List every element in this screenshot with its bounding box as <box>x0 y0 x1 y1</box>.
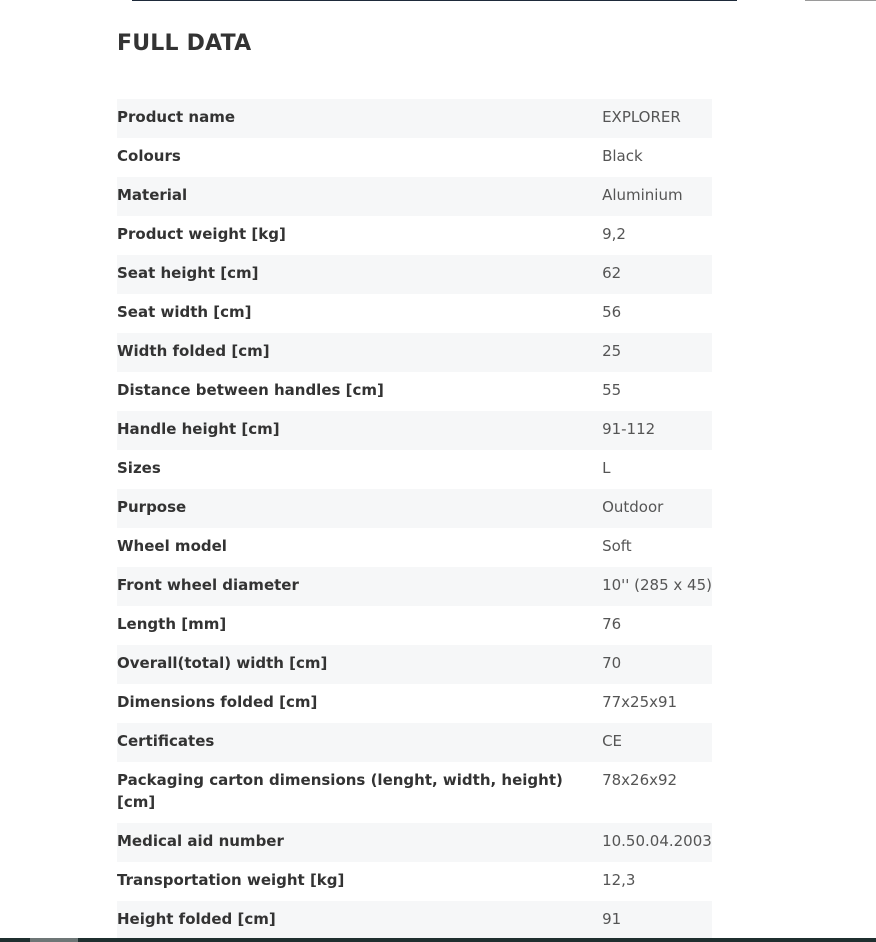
spec-label-cell <box>117 901 602 940</box>
spec-value-cell <box>602 294 712 333</box>
spec-value-cell <box>602 723 712 762</box>
table-row <box>117 177 712 216</box>
spec-label: Colours <box>117 147 181 165</box>
table-row <box>117 862 712 901</box>
spec-label-cell <box>117 645 602 684</box>
spec-value-cell <box>602 99 712 138</box>
spec-value: 25 <box>602 342 622 360</box>
spec-label: Seat height [cm] <box>117 264 259 282</box>
spec-value: 77x25x91 <box>602 693 678 711</box>
spec-label-cell <box>117 450 602 489</box>
table-row <box>117 823 712 862</box>
spec-value: 76 <box>602 615 622 633</box>
spec-value-cell <box>602 901 712 940</box>
spec-label-cell <box>117 528 602 567</box>
spec-value: 55 <box>602 381 622 399</box>
spec-value: Black <box>602 147 643 165</box>
spec-label-cell <box>117 606 602 645</box>
spec-value: 56 <box>602 303 622 321</box>
table-row <box>117 372 712 411</box>
spec-value-cell <box>602 138 712 177</box>
spec-label-cell <box>117 255 602 294</box>
table-row <box>117 723 712 762</box>
scrollbar-thumb[interactable] <box>30 938 78 942</box>
spec-label: Transportation weight [kg] <box>117 871 345 889</box>
table-row <box>117 411 712 450</box>
spec-value: Outdoor <box>602 498 664 516</box>
top-divider <box>132 0 737 1</box>
spec-label: Purpose <box>117 498 187 516</box>
spec-label: Dimensions folded [cm] <box>117 693 318 711</box>
table-row <box>117 255 712 294</box>
spec-value-cell <box>602 333 712 372</box>
spec-value-cell <box>602 862 712 901</box>
spec-label: Length [mm] <box>117 615 227 633</box>
spec-label-cell <box>117 333 602 372</box>
spec-value-cell <box>602 567 712 606</box>
section-heading: FULL DATA <box>117 31 252 56</box>
spec-value-cell <box>602 216 712 255</box>
spec-value-cell <box>602 450 712 489</box>
table-row <box>117 216 712 255</box>
spec-value-cell <box>602 489 712 528</box>
table-row <box>117 901 712 940</box>
table-row <box>117 645 712 684</box>
table-row <box>117 567 712 606</box>
spec-value-cell <box>602 762 712 823</box>
spec-value: 10.50.04.2003 <box>602 832 712 850</box>
spec-value-cell <box>602 606 712 645</box>
spec-value: 70 <box>602 654 622 672</box>
spec-label-cell <box>117 567 602 606</box>
spec-label-cell <box>117 294 602 333</box>
spec-label: Certificates <box>117 732 215 750</box>
spec-value: 78x26x92 <box>602 771 678 789</box>
table-row <box>117 762 712 823</box>
table-row <box>117 99 712 138</box>
horizontal-scrollbar[interactable] <box>0 938 876 942</box>
spec-label: Sizes <box>117 459 161 477</box>
table-row <box>117 450 712 489</box>
spec-label: Medical aid number <box>117 832 284 850</box>
spec-label-cell <box>117 823 602 862</box>
spec-label: Seat width [cm] <box>117 303 252 321</box>
spec-label-cell <box>117 177 602 216</box>
spec-label: Width folded [cm] <box>117 342 270 360</box>
spec-label-cell <box>117 411 602 450</box>
spec-value-cell <box>602 255 712 294</box>
table-row <box>117 606 712 645</box>
spec-value-cell <box>602 411 712 450</box>
spec-label: Packaging carton dimensions (lenght, width, height) [cm] <box>117 771 563 811</box>
table-row <box>117 138 712 177</box>
spec-label: Product name <box>117 108 236 126</box>
spec-label-cell <box>117 684 602 723</box>
spec-value: 62 <box>602 264 622 282</box>
spec-value: L <box>602 459 611 477</box>
table-row <box>117 684 712 723</box>
table-row <box>117 489 712 528</box>
spec-value-cell <box>602 645 712 684</box>
spec-label: Material <box>117 186 188 204</box>
specifications-table-body <box>117 99 712 940</box>
spec-value-cell <box>602 372 712 411</box>
spec-value: CE <box>602 732 623 750</box>
spec-value-cell <box>602 177 712 216</box>
spec-value-cell <box>602 823 712 862</box>
spec-label-cell <box>117 138 602 177</box>
top-divider-fragment <box>805 0 876 1</box>
table-row <box>117 333 712 372</box>
table-row <box>117 294 712 333</box>
spec-value: 91-112 <box>602 420 656 438</box>
spec-label-cell <box>117 762 602 823</box>
spec-value: 12,3 <box>602 871 636 889</box>
spec-label: Handle height [cm] <box>117 420 280 438</box>
spec-value: Soft <box>602 537 632 555</box>
spec-value: EXPLORER <box>602 108 681 126</box>
spec-label-cell <box>117 216 602 255</box>
spec-value-cell <box>602 684 712 723</box>
spec-label: Front wheel diameter <box>117 576 299 594</box>
spec-value: 10'' (285 x 45) <box>602 576 712 594</box>
table-row <box>117 528 712 567</box>
spec-value: 91 <box>602 910 622 928</box>
spec-label: Overall(total) width [cm] <box>117 654 328 672</box>
spec-label: Distance between handles [cm] <box>117 381 384 399</box>
spec-label-cell <box>117 862 602 901</box>
spec-label: Product weight [kg] <box>117 225 286 243</box>
specifications-table <box>117 99 712 940</box>
spec-value: 9,2 <box>602 225 626 243</box>
spec-value-cell <box>602 528 712 567</box>
spec-label: Height folded [cm] <box>117 910 276 928</box>
spec-value: Aluminium <box>602 186 683 204</box>
spec-label: Wheel model <box>117 537 227 555</box>
spec-label-cell <box>117 99 602 138</box>
spec-label-cell <box>117 489 602 528</box>
spec-label-cell <box>117 723 602 762</box>
spec-label-cell <box>117 372 602 411</box>
